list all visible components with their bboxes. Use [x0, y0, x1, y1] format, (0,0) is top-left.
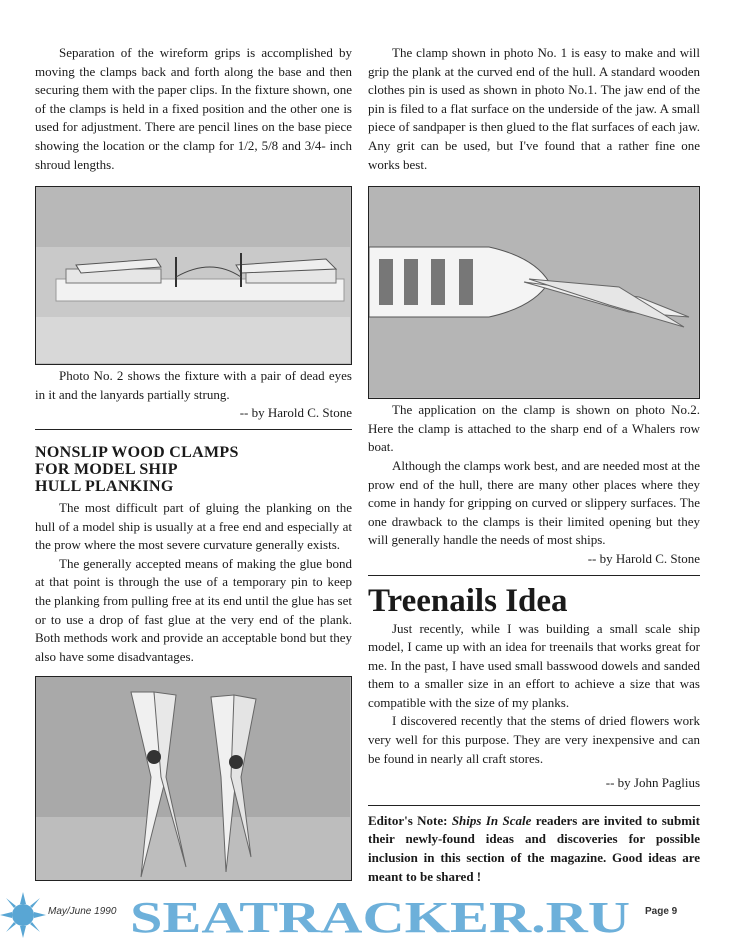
rowboat-image — [369, 187, 698, 397]
heading-line: FOR MODEL SHIP — [35, 460, 178, 478]
photo-fixture — [35, 186, 352, 365]
photo-clothespins — [35, 676, 352, 881]
editors-note-label: Editor's Note: — [368, 812, 448, 828]
paragraph: I discovered recently that the stems of dried flowers work very well for this purpose. They are very inexpensive and can be found in nearly all craft stores. — [368, 713, 700, 766]
paragraph: Separation of the wireform grips is accomplished by moving the clamps back and forth along the base and then securing them with the paper clips. In the fixture shown, one of the clamps is held in a fixed position and the other one is used for adjustment. There are pencil lines on the base piece showing the location or the clamp for 1/2, 5/8 and 3/4- inch shroud lengths. — [35, 45, 352, 172]
editors-note-text: readers are invited to submit their newly-found ideas and discoveries for possible inclusion in this section of the magazine. Good ideas are meant to be shared ! — [368, 812, 700, 884]
paragraph: Just recently, while I was building a small scale ship model, I came up with an idea for treenails that works great for me. In the past, I have used small basswood dowels and sanded them to a smaller size in an effort to achieve a size that was compatible with the size of my planks. — [368, 620, 700, 710]
footer-page: Page 9 — [645, 906, 678, 918]
footer-issue: May/June 1990 — [48, 906, 117, 918]
photo-rowboat — [368, 186, 700, 399]
columns — [35, 44, 700, 886]
paragraph: The most difficult part of gluing the planking on the hull of a model ship is usually at a free end and especially at the prow where the most severe curvature generally exists. — [35, 499, 352, 553]
footer-row — [0, 892, 736, 942]
paragraph: Although the clamps work best, and are needed most at the prow end of the hull, there are many other places where they come in handy for gripping on curved or slippery surfaces. The one drawback to the clamps is their limited opening but they will generally handle the needs of most ships. — [368, 457, 700, 548]
right-column — [368, 44, 700, 886]
heading-line: NONSLIP WOOD CLAMPS — [35, 443, 239, 461]
photo2-byline: -- by Harold C. Stone — [239, 405, 352, 421]
paragraph: The application on the clamp is shown on photo No.2. Here the clamp is attached to the sharp end of a Whalers row boat. — [368, 402, 700, 455]
byline: -- by Harold C. Stone — [587, 550, 700, 566]
byline: -- by John Paglius — [605, 775, 700, 791]
divider — [368, 575, 700, 576]
photo2-caption: Photo No. 2 shows the fixture with a pair of dead eyes in it and the lanyards partially strung. — [35, 368, 352, 402]
magazine-name: Ships In Scale — [451, 812, 532, 828]
editors-note — [368, 812, 700, 886]
divider — [368, 805, 700, 806]
paragraph: The generally accepted means of making the glue bond at that point is through the use of a temporary pin to keep the planking from pulling free at its end until the glue has set or to use a drop of fast glue at the very end of the plank. Both methods work and provide an acceptable bond but they also have some disadvantages. — [35, 555, 352, 664]
article-heading — [35, 444, 352, 495]
treenails-title: Treenails Idea — [368, 582, 568, 619]
clothespins-image — [36, 677, 350, 879]
fixture-image — [36, 187, 350, 363]
sun-logo-icon — [0, 892, 46, 938]
paragraph: The clamp shown in photo No. 1 is easy to make and will grip the plank at the curved end of the hull. A standard wooden clothes pin is used as shown in photo No.1. The jaw end of the pin is filed to a flat surface on the underside of the jaw. A small piece of sandpaper is then glued to the flat surfaces of each jaw. Any grit can be used, but I've found that a rather fine one works best. — [368, 45, 700, 172]
heading-line: HULL PLANKING — [35, 477, 174, 495]
watermark-logo — [130, 894, 630, 938]
divider — [35, 429, 352, 430]
left-column — [35, 44, 352, 881]
watermark: SEATRACKER.RU — [130, 894, 630, 939]
